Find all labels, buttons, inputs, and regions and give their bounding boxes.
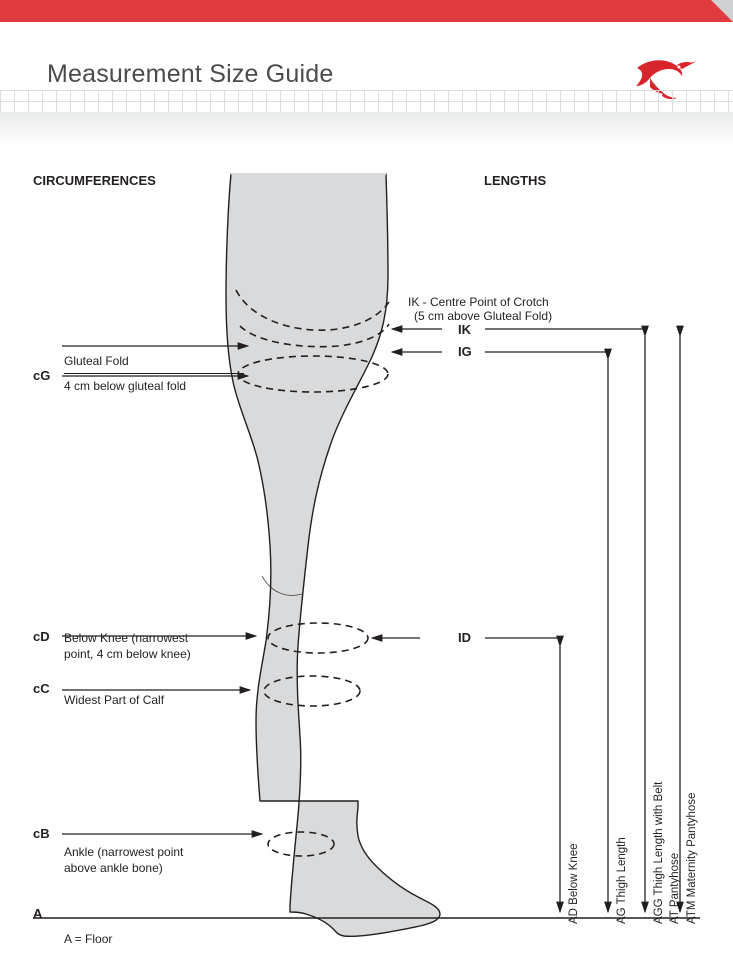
code-ig: IG [458, 344, 472, 359]
code-cc: cC [33, 681, 50, 696]
lengths-heading: LENGTHS [484, 173, 547, 188]
note-ik-line1: IK - Centre Point of Crotch [408, 295, 549, 309]
page-header [0, 22, 733, 90]
label-at-pantyhose: AT Pantyhose [669, 852, 681, 924]
code-cg: cG [33, 368, 51, 383]
code-id: ID [458, 630, 471, 645]
code-ik: IK [458, 322, 471, 337]
circumference-pointers [62, 346, 262, 834]
leg-illustration [217, 174, 440, 936]
label-below-gluteal-fold: 4 cm below gluteal fold [64, 379, 187, 393]
label-ankle-1: Ankle (narrowest point [64, 845, 184, 859]
label-floor: A = Floor [64, 932, 113, 946]
code-a: A [33, 906, 43, 921]
circumferences-heading: CIRCUMFERENCES [33, 173, 156, 188]
top-accent-bar [0, 0, 733, 22]
label-below-knee-2: point, 4 cm below knee) [64, 647, 191, 661]
note-ik-line2: (5 cm above Gluteal Fold) [414, 309, 553, 323]
length-pointers [372, 329, 645, 638]
label-atm-maternity-pantyhose: ATM Maternity Pantyhose [686, 792, 698, 924]
label-ad-below-knee: AD Below Knee [568, 843, 580, 924]
corner-fold-decoration [711, 0, 733, 22]
label-ankle-2: above ankle bone) [64, 861, 163, 875]
measurement-diagram [0, 146, 733, 967]
header-fade [0, 112, 733, 146]
label-gluteal-fold: Gluteal Fold [64, 354, 129, 368]
code-cb: cB [33, 826, 50, 841]
header-grid-texture [0, 90, 733, 112]
label-widest-calf: Widest Part of Calf [64, 693, 165, 707]
label-agg-thigh-length-belt: AGG Thigh Length with Belt [653, 781, 665, 924]
label-ag-thigh-length: AG Thigh Length [616, 837, 628, 924]
page-title: Measurement Size Guide [47, 60, 334, 88]
code-cd: cD [33, 629, 50, 644]
label-below-knee-1: Below Knee (narrowest [64, 631, 189, 645]
divider-cg [64, 373, 244, 374]
